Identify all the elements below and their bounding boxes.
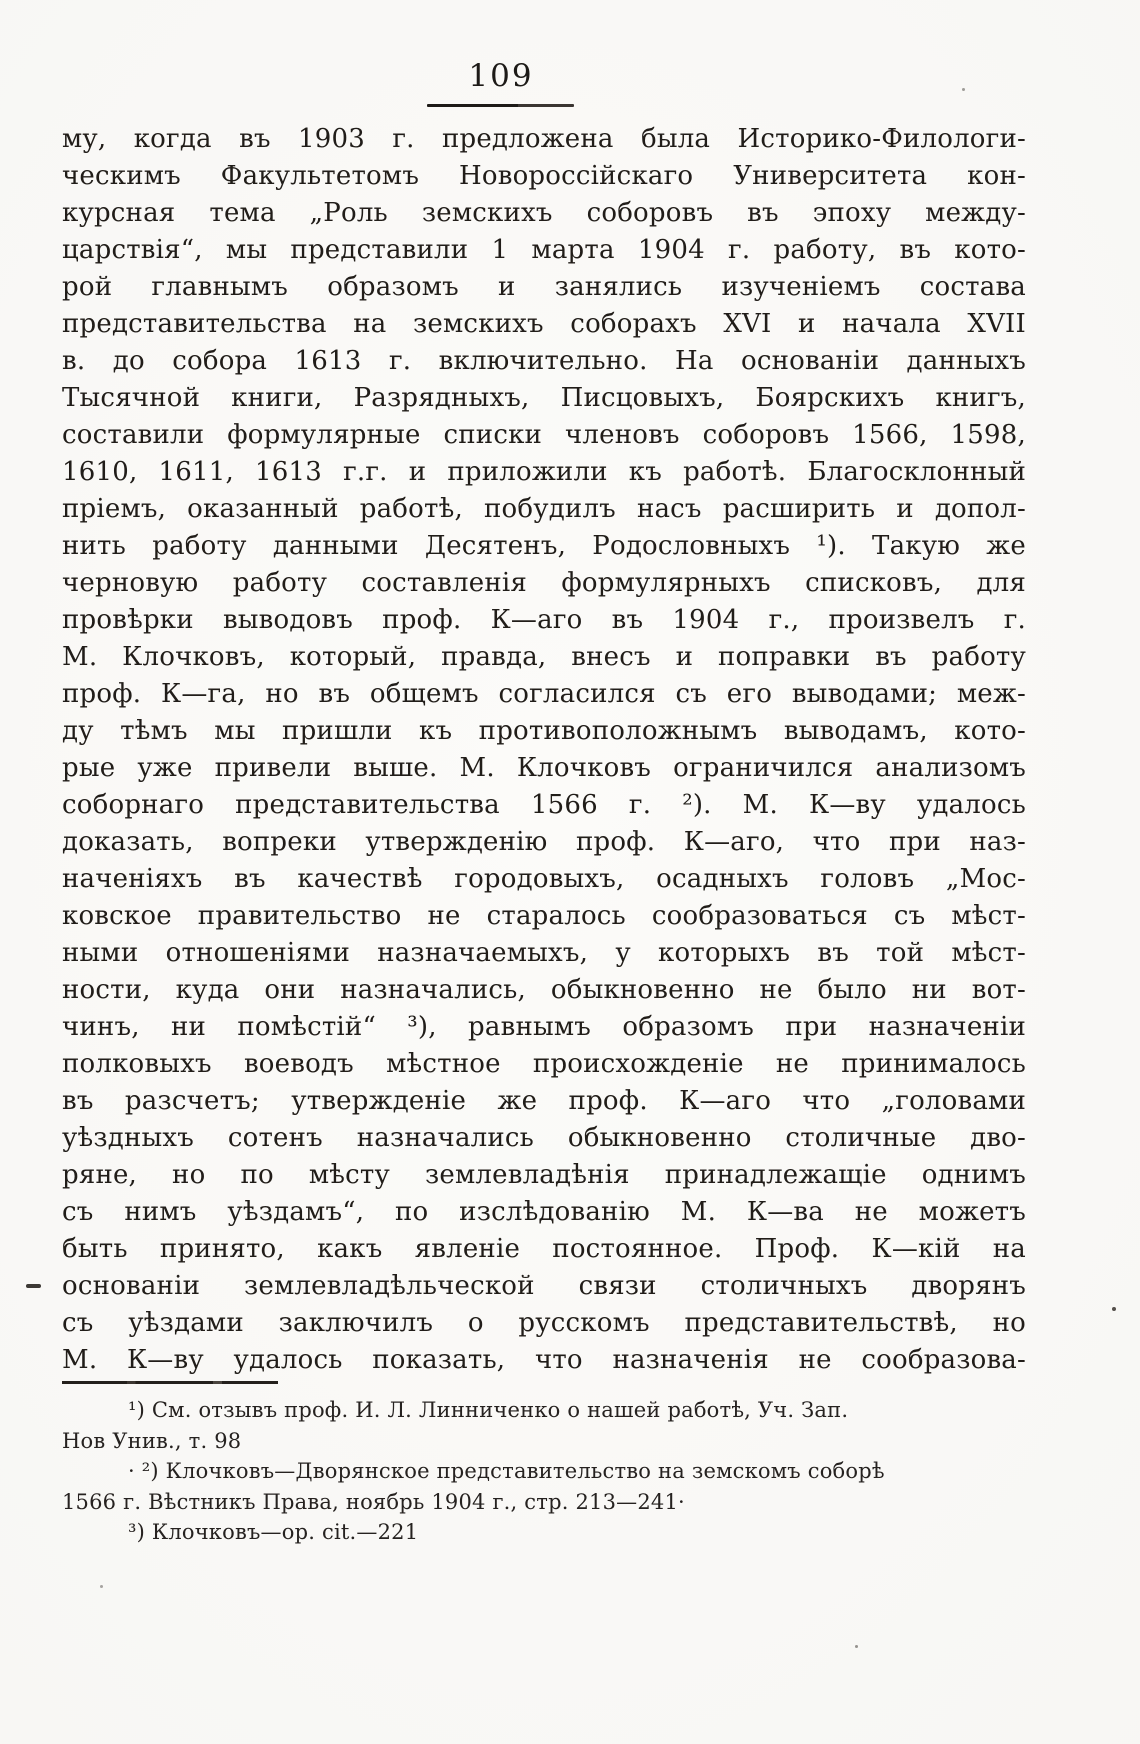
body-line: быть принято, какъ явленіе постоянное. Проф. К—кій на [62, 1234, 1026, 1264]
scan-speck [962, 88, 965, 91]
body-line: уѣздныхъ сотенъ назначались обыкновенно столичные дво- [62, 1123, 1026, 1153]
body-line: в. до собора 1613 г. включительно. На основаніи данныхъ [62, 346, 1026, 376]
body-line: пріемъ, оказанный работѣ, побудилъ насъ расширить и допол- [62, 494, 1026, 524]
scan-margin-dash [26, 1284, 41, 1288]
body-line: М. Клочковъ, который, правда, внесъ и поправки въ работу [62, 642, 1026, 672]
body-text-block [62, 121, 1026, 1379]
scan-speck [100, 1585, 103, 1588]
footnote-line: · ²) Клочковъ—Дворянское представительство на земскомъ соборѣ [128, 1459, 885, 1483]
body-line: съ нимъ уѣздамъ“, по изслѣдованію М. К—ва не можетъ [62, 1197, 1026, 1227]
body-line: нить работу данными Десятенъ, Родословныхъ ¹). Такую же [62, 531, 1026, 561]
body-line: соборнаго представительства 1566 г. ²). М. К—ву удалось [62, 790, 1026, 820]
footnote-separator-rule [62, 1381, 278, 1384]
body-line: ковское правительство не старалось сообразоваться съ мѣст- [62, 901, 1026, 931]
footnotes-block [62, 1395, 1026, 1548]
body-line: Тысячной книги, Разрядныхъ, Писцовыхъ, Боярскихъ книгъ, [62, 383, 1026, 413]
body-line: рые уже привели выше. М. Клочковъ ограничился анализомъ [62, 753, 1026, 783]
body-line: ности, куда они назначались, обыкновенно не было ни вот- [62, 975, 1026, 1005]
body-line: провѣрки выводовъ проф. К—аго въ 1904 г., произвелъ г. [62, 605, 1026, 635]
body-line: чинъ, ни помѣстій“ ³), равнымъ образомъ при назначеніи [62, 1012, 1026, 1042]
footnote-line: Нов Унив., т. 98 [62, 1428, 242, 1453]
body-line: полковыхъ воеводъ мѣстное происхожденіе не принималось [62, 1049, 1026, 1079]
body-line: М. К—ву удалось показать, что назначенія не сообразова- [62, 1345, 1026, 1375]
footnote-line: 1566 г. Вѣстникъ Права, ноябрь 1904 г., стр. 213—241· [62, 1489, 685, 1514]
body-line: ческимъ Факультетомъ Новороссійскаго Университета кон- [62, 161, 1026, 191]
body-line: доказать, вопреки утвержденію проф. К—аго, что при наз- [62, 827, 1026, 857]
page-number-rule [427, 104, 574, 107]
body-line: му, когда въ 1903 г. предложена была Историко-Филологи- [62, 124, 1026, 154]
body-line: ряне, но по мѣсту землевладѣнія принадлежащіе однимъ [62, 1160, 1026, 1190]
body-line: основаніи землевладѣльческой связи столичныхъ дворянъ [62, 1271, 1026, 1301]
footnote-line: ¹) См. отзывъ проф. И. Л. Линниченко о нашей работѣ, Уч. Зап. [128, 1398, 849, 1422]
body-line: въ разсчетъ; утвержденіе же проф. К—аго что „головами [62, 1086, 1026, 1116]
body-line: наченіяхъ въ качествѣ городовыхъ, осадныхъ головъ „Мос- [62, 864, 1026, 894]
body-line: рой главнымъ образомъ и занялись изученіемъ состава [62, 272, 1026, 302]
body-line: представительства на земскихъ соборахъ XVI и начала XVII [62, 309, 1026, 339]
scan-speck [1112, 1307, 1116, 1311]
body-line: проф. К—га, но въ общемъ согласился съ его выводами; меж- [62, 679, 1026, 709]
body-line: ными отношеніями назначаемыхъ, у которыхъ въ той мѣст- [62, 938, 1026, 968]
body-line: черновую работу составленія формулярныхъ списковъ, для [62, 568, 1026, 598]
body-line: курсная тема „Роль земскихъ соборовъ въ эпоху между- [62, 198, 1026, 228]
body-line: 1610, 1611, 1613 г.г. и приложили къ работѣ. Благосклонный [62, 457, 1026, 487]
scan-speck [855, 1645, 858, 1648]
body-line: составили формулярные списки членовъ соборовъ 1566, 1598, [62, 420, 1026, 450]
footnote-line: ³) Клочковъ—op. cit.—221 [128, 1520, 419, 1544]
body-line: царствія“, мы представили 1 марта 1904 г. работу, въ кото- [62, 235, 1026, 265]
page-number: 109 [468, 58, 534, 94]
body-line: съ уѣздами заключилъ о русскомъ представительствѣ, но [62, 1308, 1026, 1338]
body-line: ду тѣмъ мы пришли къ противоположнымъ выводамъ, кото- [62, 716, 1026, 746]
